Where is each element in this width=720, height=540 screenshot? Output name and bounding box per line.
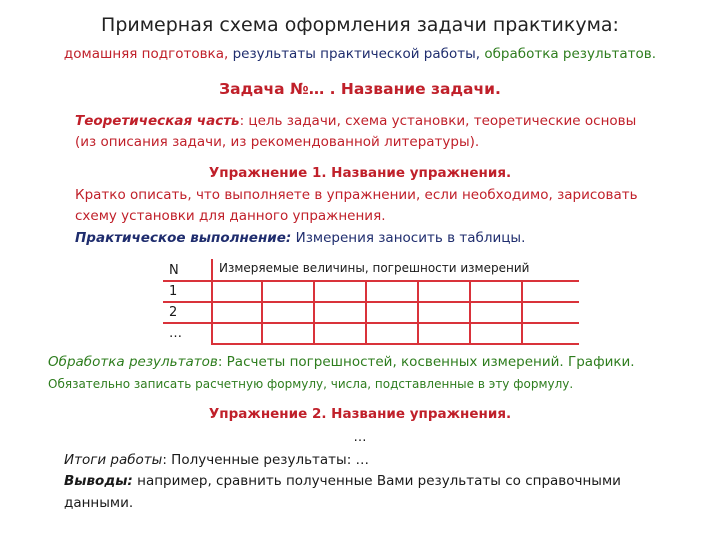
conclusions-text-1: например, сравнить полученные Вами результаты со справочными (132, 473, 621, 489)
table-cell (314, 281, 366, 302)
table-cell (418, 281, 470, 302)
table-cell (522, 323, 578, 344)
subtitle-part-home-prep: домашняя подготовка, (63, 46, 229, 62)
table-cell (212, 302, 262, 323)
table-cell (418, 302, 470, 323)
table-cell (366, 281, 418, 302)
table-cell (314, 302, 366, 323)
theory-text-1: : цель задачи, схема установки, теоретические основы (239, 113, 637, 129)
table-cell (212, 281, 262, 302)
practical-text: Измерения заносить в таблицы. (291, 230, 526, 246)
results-label: Итоги работы (64, 452, 163, 468)
table-row-label: 2 (164, 302, 212, 323)
practical-label: Практическое выполнение: (75, 230, 292, 246)
conclusions-text-2: данными. (64, 495, 134, 511)
practical-line (75, 230, 525, 246)
task-heading: Задача №… . Название задачи. (219, 80, 501, 98)
exercise1-desc-2: схему установки для данного упражнения. (75, 208, 386, 224)
table-cell (522, 281, 578, 302)
table-cell (212, 323, 262, 344)
subtitle-part-practical-results: результаты практической работы, (232, 46, 481, 62)
exercise1-heading: Упражнение 1. Название упражнения. (208, 165, 512, 181)
page-title: Примерная схема оформления задачи практикума: (101, 14, 619, 36)
results-text: : Полученные результаты: … (162, 452, 370, 468)
processing-text: : Расчеты погрешностей, косвенных измерений. Графики. (217, 354, 635, 370)
table-cell (262, 302, 314, 323)
table-cell (262, 323, 314, 344)
table-cell (522, 302, 578, 323)
table-cell (418, 323, 470, 344)
table-row-label: 1 (164, 281, 212, 302)
processing-note: Обязательно записать расчетную формулу, числа, подставленные в эту формулу. (48, 377, 574, 391)
table-cell (314, 323, 366, 344)
conclusions-line (64, 473, 621, 489)
table-header-values: Измеряемые величины, погрешности измерений (212, 260, 578, 281)
table-row (164, 281, 578, 302)
table-cell (470, 323, 522, 344)
theory-line-1 (75, 113, 636, 129)
theory-text-2: (из описания задачи, из рекомендованной литературы). (75, 134, 480, 150)
table-row (164, 323, 578, 344)
table-row-label: … (164, 323, 212, 344)
table-cell (366, 323, 418, 344)
subtitle-part-processing: обработка результатов. (484, 46, 657, 62)
table-row (164, 302, 578, 323)
exercise1-desc-1: Кратко описать, что выполняете в упражнении, если необходимо, зарисовать (75, 187, 638, 203)
results-line (64, 452, 369, 468)
table-header-row (164, 260, 578, 281)
theory-label: Теоретическая часть (75, 113, 240, 129)
table-header-n: N (164, 260, 212, 281)
exercise2-heading: Упражнение 2. Название упражнения. (208, 406, 512, 422)
table-cell (262, 281, 314, 302)
table-cell (470, 281, 522, 302)
measurement-table (163, 259, 579, 345)
table-cell (366, 302, 418, 323)
subtitle (0, 46, 720, 62)
conclusions-label: Выводы: (64, 473, 133, 489)
processing-line (48, 354, 635, 370)
processing-label: Обработка результатов (48, 354, 218, 370)
exercise2-ellipsis: … (353, 430, 367, 445)
table-cell (470, 302, 522, 323)
